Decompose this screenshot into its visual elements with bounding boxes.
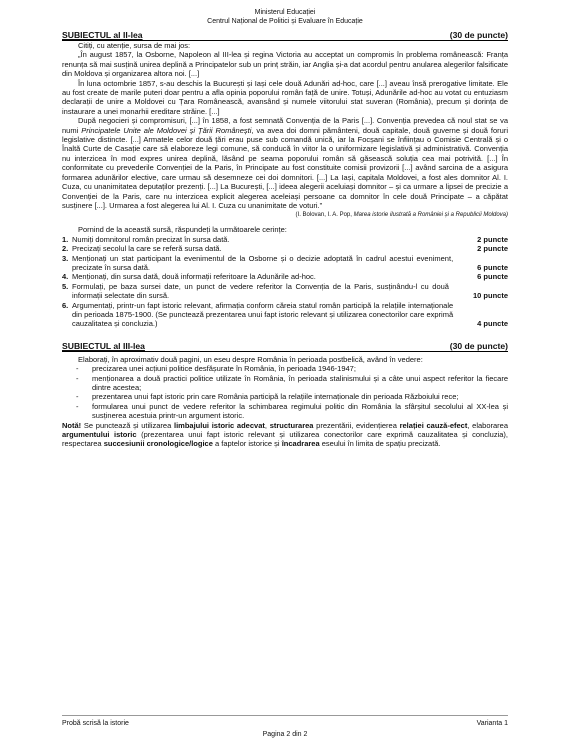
- section-3-intro: Elaborați, în aproximativ două pagini, un eseu despre România în perioada postbelică, având în vedere:: [78, 354, 423, 364]
- note-bold: încadrarea: [281, 439, 320, 449]
- source-citation: [62, 211, 508, 219]
- note-text: (prezentarea unui fapt istoric relevant și utilizarea conectorilor care exprimă cauzalitatea și concluzia), respectarea: [62, 430, 508, 449]
- note-text: prezentării, evidențierea: [313, 420, 400, 430]
- question-text: Argumentați, printr-un fapt istoric relevant, afirmația conform căreia statul român participă la relațiile internaționale din perioada 1875-1900. (Se punctează prezentarea unui fapt istoric relevant și utilizarea conectorilor care exprimă cauzalitatea și concluzia.): [72, 300, 454, 329]
- questions-intro: Pornind de la această sursă, răspundeți la următoarele cerințe:: [78, 225, 287, 235]
- bullet-dash: -: [76, 364, 79, 374]
- requirement-text: precizarea unei acțiuni politice desfășurate în România, în perioada 1946-1947;: [92, 364, 356, 374]
- requirement-text: prezentarea unui fapt istoric prin care România participă la relațiile internaționale din perioada Războiului rece;: [92, 392, 459, 402]
- question-number: 5.: [62, 281, 69, 291]
- page-footer: [62, 715, 508, 727]
- question-item: [62, 301, 508, 329]
- footer-variant: Varianta 1: [476, 720, 508, 727]
- bullet-dash: -: [76, 392, 79, 402]
- question-points: 6 puncte: [477, 262, 508, 272]
- question-text: Menționați, din sursa dată, două informații referitoare la Adunările ad-hoc.: [72, 272, 316, 282]
- source-title: Marea istorie ilustrată a României și a Republicii Moldova): [353, 212, 508, 219]
- question-points: 6 puncte: [477, 272, 508, 282]
- question-number: 3.: [62, 253, 69, 263]
- question-number: 6.: [62, 300, 69, 310]
- exam-page: [62, 8, 508, 449]
- question-points: 4 puncte: [477, 319, 508, 329]
- grading-note: [62, 421, 508, 449]
- note-bold: structurarea: [269, 420, 314, 430]
- note-text: ,: [264, 420, 270, 430]
- center-name: Centrul Național de Politici și Evaluare în Educație: [207, 18, 363, 25]
- section-3-header: [62, 341, 508, 352]
- section-2-points: (30 de puncte): [449, 30, 508, 40]
- requirement-item: [76, 392, 508, 401]
- section-3-title: SUBIECTUL al III-lea: [62, 340, 145, 351]
- source-paragraph-3: După negocieri și compromisuri, [...] în 1858, a fost semnată Convenția de la Paris [...]. Convenția prevedea că noul stat se va numi Principatele Unite ale Moldovei și Țării Românești, va avea doi domni pământeni, două capitale, două guverne și două foruri legislative distincte. [...] Armatele celor două țări erau puse sub comandă unică, iar la Focșani se înființau o Comisie Centrală și o Înaltă Curte de Casație care să elaboreze legi comune, să conducă în viitor la o uniformizare legislativă și administrativă. Convenția nu interzicea în mod expres unirea deplină, lăsând pe seama poporului român să găsească soluția cea mai potrivită. [...] În conformitate cu prevederile Convenției de la Paris, în Principate au fost constituite comisii provizorii [...] având sarcina de a asigura formarea adunărilor elective, care urmau să desemneze cei doi domnitori. [...] La Iași, capitala Moldovei, a fost ales domnitor Al. I. Cuza, cu unanimitatea deputaților prezenți. [...] La București, [...] ideea alegerii aceluiași domnitor – și ca urmare a lipsei de precizie a Convenției de la Paris, care nu interzicea explicit alegerea aceleiași persoane ca domnitor în cele două Principate – a căpătat susținere [...]. Urmarea a fost alegerea lui Al. I. Cuza cu unanimitate de voturi.”: [62, 116, 508, 210]
- question-text: Numiți domnitorul român precizat în sursa dată.: [72, 234, 230, 244]
- bullet-dash: -: [76, 401, 79, 411]
- note-bold: limbajului istoric adecvat: [173, 420, 265, 430]
- footer-exam-name: Probă scrisă la istorie: [62, 720, 129, 727]
- note-text: eseului în limita de spațiu precizată.: [319, 439, 441, 449]
- question-item: [62, 254, 508, 273]
- essay-requirements: [62, 364, 508, 420]
- question-text: Formulați, pe baza sursei date, un punct de vedere referitor la Convenția de la Paris, susținându-l cu două informații selectate din sursă.: [72, 281, 449, 301]
- requirement-item: [76, 374, 508, 393]
- note-bold: argumentului istoric: [62, 430, 137, 440]
- section-2-title: SUBIECTUL al II-lea: [62, 30, 143, 40]
- note-text: Se punctează și utilizarea: [81, 420, 174, 430]
- question-item: [62, 235, 508, 244]
- question-item: [62, 272, 508, 281]
- question-points: 2 puncte: [477, 244, 508, 254]
- requirement-item: [76, 364, 508, 373]
- ministry-name: Ministerul Educației: [254, 9, 316, 16]
- question-points: 2 puncte: [477, 234, 508, 244]
- source-paragraph-1: „În august 1857, la Osborne, Napoleon al III-lea și regina Victoria au acceptat un compromis în problema românească: Franța renunța să mai susțină unirea deplină a Principatelor sub un prinț străin, iar Anglia și-a dat acordul pentru anularea alegerilor falsificate din Moldova și organizarea altora noi. [...]: [62, 50, 508, 79]
- question-number: 1.: [62, 234, 69, 244]
- source-paragraph-2: În luna octombrie 1857, s-au deschis la București și Iași cele două Adunări ad-hoc, care [...] aveau însă prerogative limitate. Ele au fost create de marile puteri doar pentru a afla opinia poporului român față de unire. Totuși, Adunările ad-hoc au votat cu entuziasm declarații de unire a Moldovei cu Țara Românească, avansând și numele viitorului stat suveran (România), precum și dorința de instaurare a unei monarhii ereditare străine. [...]: [62, 78, 508, 116]
- question-item: [62, 282, 508, 301]
- note-text: a faptelor istorice și: [212, 439, 282, 449]
- section-2-header: [62, 30, 508, 41]
- section-2-intro: Citiți, cu atenție, sursa de mai jos:: [78, 41, 191, 50]
- requirement-text: menționarea a două practici politice utilizate în România, în perioada stalinismului și a câte unui aspect referitor la fiecare dintre acestea;: [92, 373, 508, 392]
- bullet-dash: -: [76, 373, 79, 383]
- question-item: [62, 244, 508, 253]
- question-text: Precizați secolul la care se referă sursa dată.: [72, 244, 222, 254]
- questions-list: [62, 235, 508, 329]
- section-3-points: (30 de puncte): [449, 340, 508, 351]
- note-bold: relației cauză-efect: [399, 420, 468, 430]
- note-bold: succesiunii cronologice/logice: [103, 439, 213, 449]
- document-header: [62, 8, 508, 26]
- note-label: Notă!: [62, 420, 82, 430]
- question-number: 4.: [62, 272, 69, 282]
- requirement-text: formularea unui punct de vedere referitor la schimbarea regimului politic din România la sfârșitul secolului al XX-lea și susținerea acestuia printr-un argument istoric.: [92, 401, 508, 421]
- page-number: Pagina 2 din 2: [262, 731, 308, 738]
- question-number: 2.: [62, 244, 69, 254]
- italic-state-name: Principatele Unite ale Moldovei și Țării Românești: [81, 125, 252, 135]
- note-text: , elaborarea: [467, 420, 509, 430]
- question-text: Menționați un stat participant la evenimentul de la Osborne și o decizie adoptată în cadrul acestui eveniment, precizate în sursa dată.: [72, 253, 454, 272]
- question-points: 10 puncte: [472, 291, 508, 301]
- requirement-item: [76, 402, 508, 421]
- source-author: (I. Bolovan, I. A. Pop,: [295, 212, 352, 219]
